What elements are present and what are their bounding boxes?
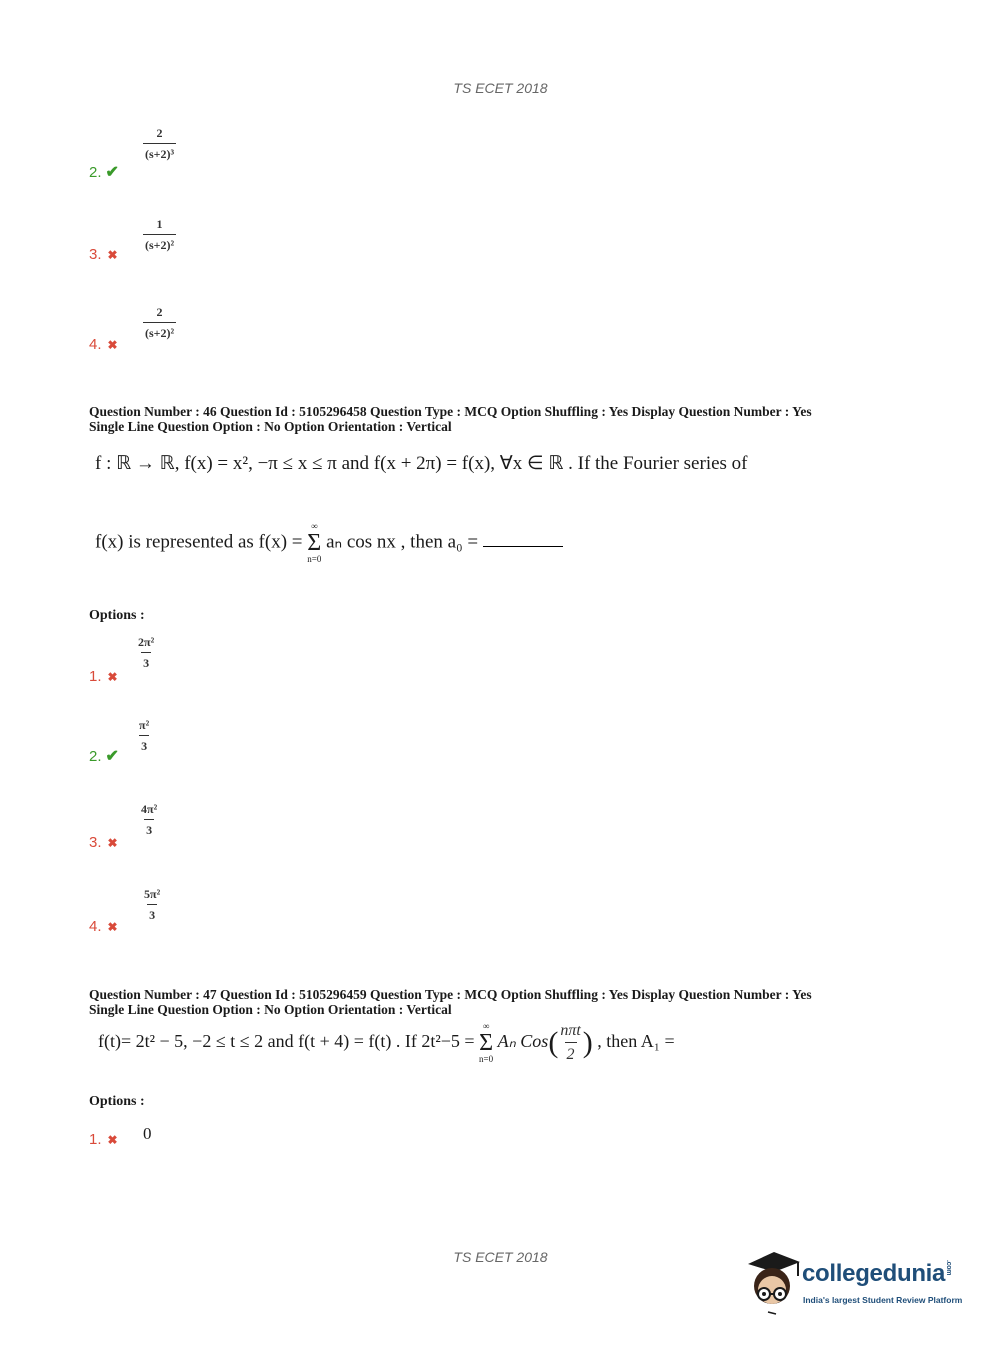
q46-option-2-fraction: $\frac{\text{π²}}{3}$ <box>139 718 150 753</box>
prev-option-3-fraction: $\frac{1}{\text{(s+2)²}}$ <box>145 217 175 252</box>
q46-option-1-fraction: $\frac{\text{2π²}}{3}$ <box>138 635 155 670</box>
q46-option-3 <box>89 834 118 852</box>
prev-option-4-fraction: $\frac{2}{\text{(s+2)²}}$ <box>145 305 175 340</box>
cross-icon: ✖ <box>107 248 118 262</box>
q47-option-1-value: 0 <box>143 1124 152 1143</box>
prev-option-4 <box>89 336 118 354</box>
option-number: 4. <box>89 336 102 353</box>
mascot-icon <box>742 1250 802 1316</box>
option-number: 4. <box>89 918 102 935</box>
q46-statement-line1: f : ℝ → ℝ, f(x) = x², −π ≤ x ≤ π and f(x + 2π) = f(x), ∀x ∈ ℝ . If the Fourier series of <box>95 453 748 474</box>
check-icon: ✔ <box>105 748 119 765</box>
option-number: 1. <box>89 1131 102 1148</box>
q46-option-4-fraction: $\frac{\text{5π²}}{3}$ <box>144 887 161 922</box>
logo-tagline: India's largest Student Review Platform <box>803 1295 963 1305</box>
cross-icon: ✖ <box>107 1133 118 1147</box>
page-header: TS ECET 2018 <box>453 80 548 96</box>
cross-icon: ✖ <box>107 338 118 352</box>
option-number: 3. <box>89 834 102 851</box>
logo-wordmark: collegedunia.com <box>802 1260 953 1287</box>
q46-option-2 <box>89 746 119 766</box>
collegedunia-logo <box>742 1250 972 1320</box>
prev-option-3 <box>89 246 118 264</box>
q46-option-4 <box>89 918 118 936</box>
q46-meta: Question Number : 46 Question Id : 5105296458 Question Type : MCQ Option Shuffling : Yes Display Question Number : Yes Single Line Question Option : No Option Orientation : Vertical <box>89 404 812 434</box>
option-number: 3. <box>89 246 102 263</box>
summation-symbol: ∞ Σ n=0 <box>479 1021 494 1064</box>
q47-statement: f(t)= 2t² − 5, −2 ≤ t ≤ 2 and f(t + 4) = f(t) . If 2t²−5 = ∞ Σ n=0 Aₙ Cos( $\frac{\text{nπt}}{2}$ ) , then A₁ = <box>98 1021 675 1064</box>
option-number: 1. <box>89 668 102 685</box>
q46-option-3-fraction: $\frac{\text{4π²}}{3}$ <box>141 802 158 837</box>
cross-icon: ✖ <box>107 836 118 850</box>
q47-meta: Question Number : 47 Question Id : 5105296459 Question Type : MCQ Option Shuffling : Yes Display Question Number : Yes Single Line Question Option : No Option Orientation : Vertical <box>89 987 812 1017</box>
q47-option-1 <box>89 1131 118 1149</box>
check-icon: ✔ <box>105 164 119 181</box>
q46-option-1 <box>89 668 118 686</box>
answer-blank <box>483 545 563 547</box>
q46-options-label: Options : <box>89 608 145 623</box>
page-footer: TS ECET 2018 <box>453 1249 548 1265</box>
option-number: 2. <box>89 164 102 181</box>
q46-statement-line2: f(x) is represented as f(x) = ∞ Σ n=0 aₙ cos nx , then a₀ = <box>95 522 563 564</box>
option-number: 2. <box>89 748 102 765</box>
prev-option-2-fraction: $\frac{2}{\text{(s+2)³}}$ <box>145 126 175 161</box>
prev-option-2 <box>89 162 119 182</box>
cross-icon: ✖ <box>107 670 118 684</box>
q47-options-label: Options : <box>89 1094 145 1109</box>
summation-symbol: ∞ Σ n=0 <box>307 521 322 564</box>
cross-icon: ✖ <box>107 920 118 934</box>
